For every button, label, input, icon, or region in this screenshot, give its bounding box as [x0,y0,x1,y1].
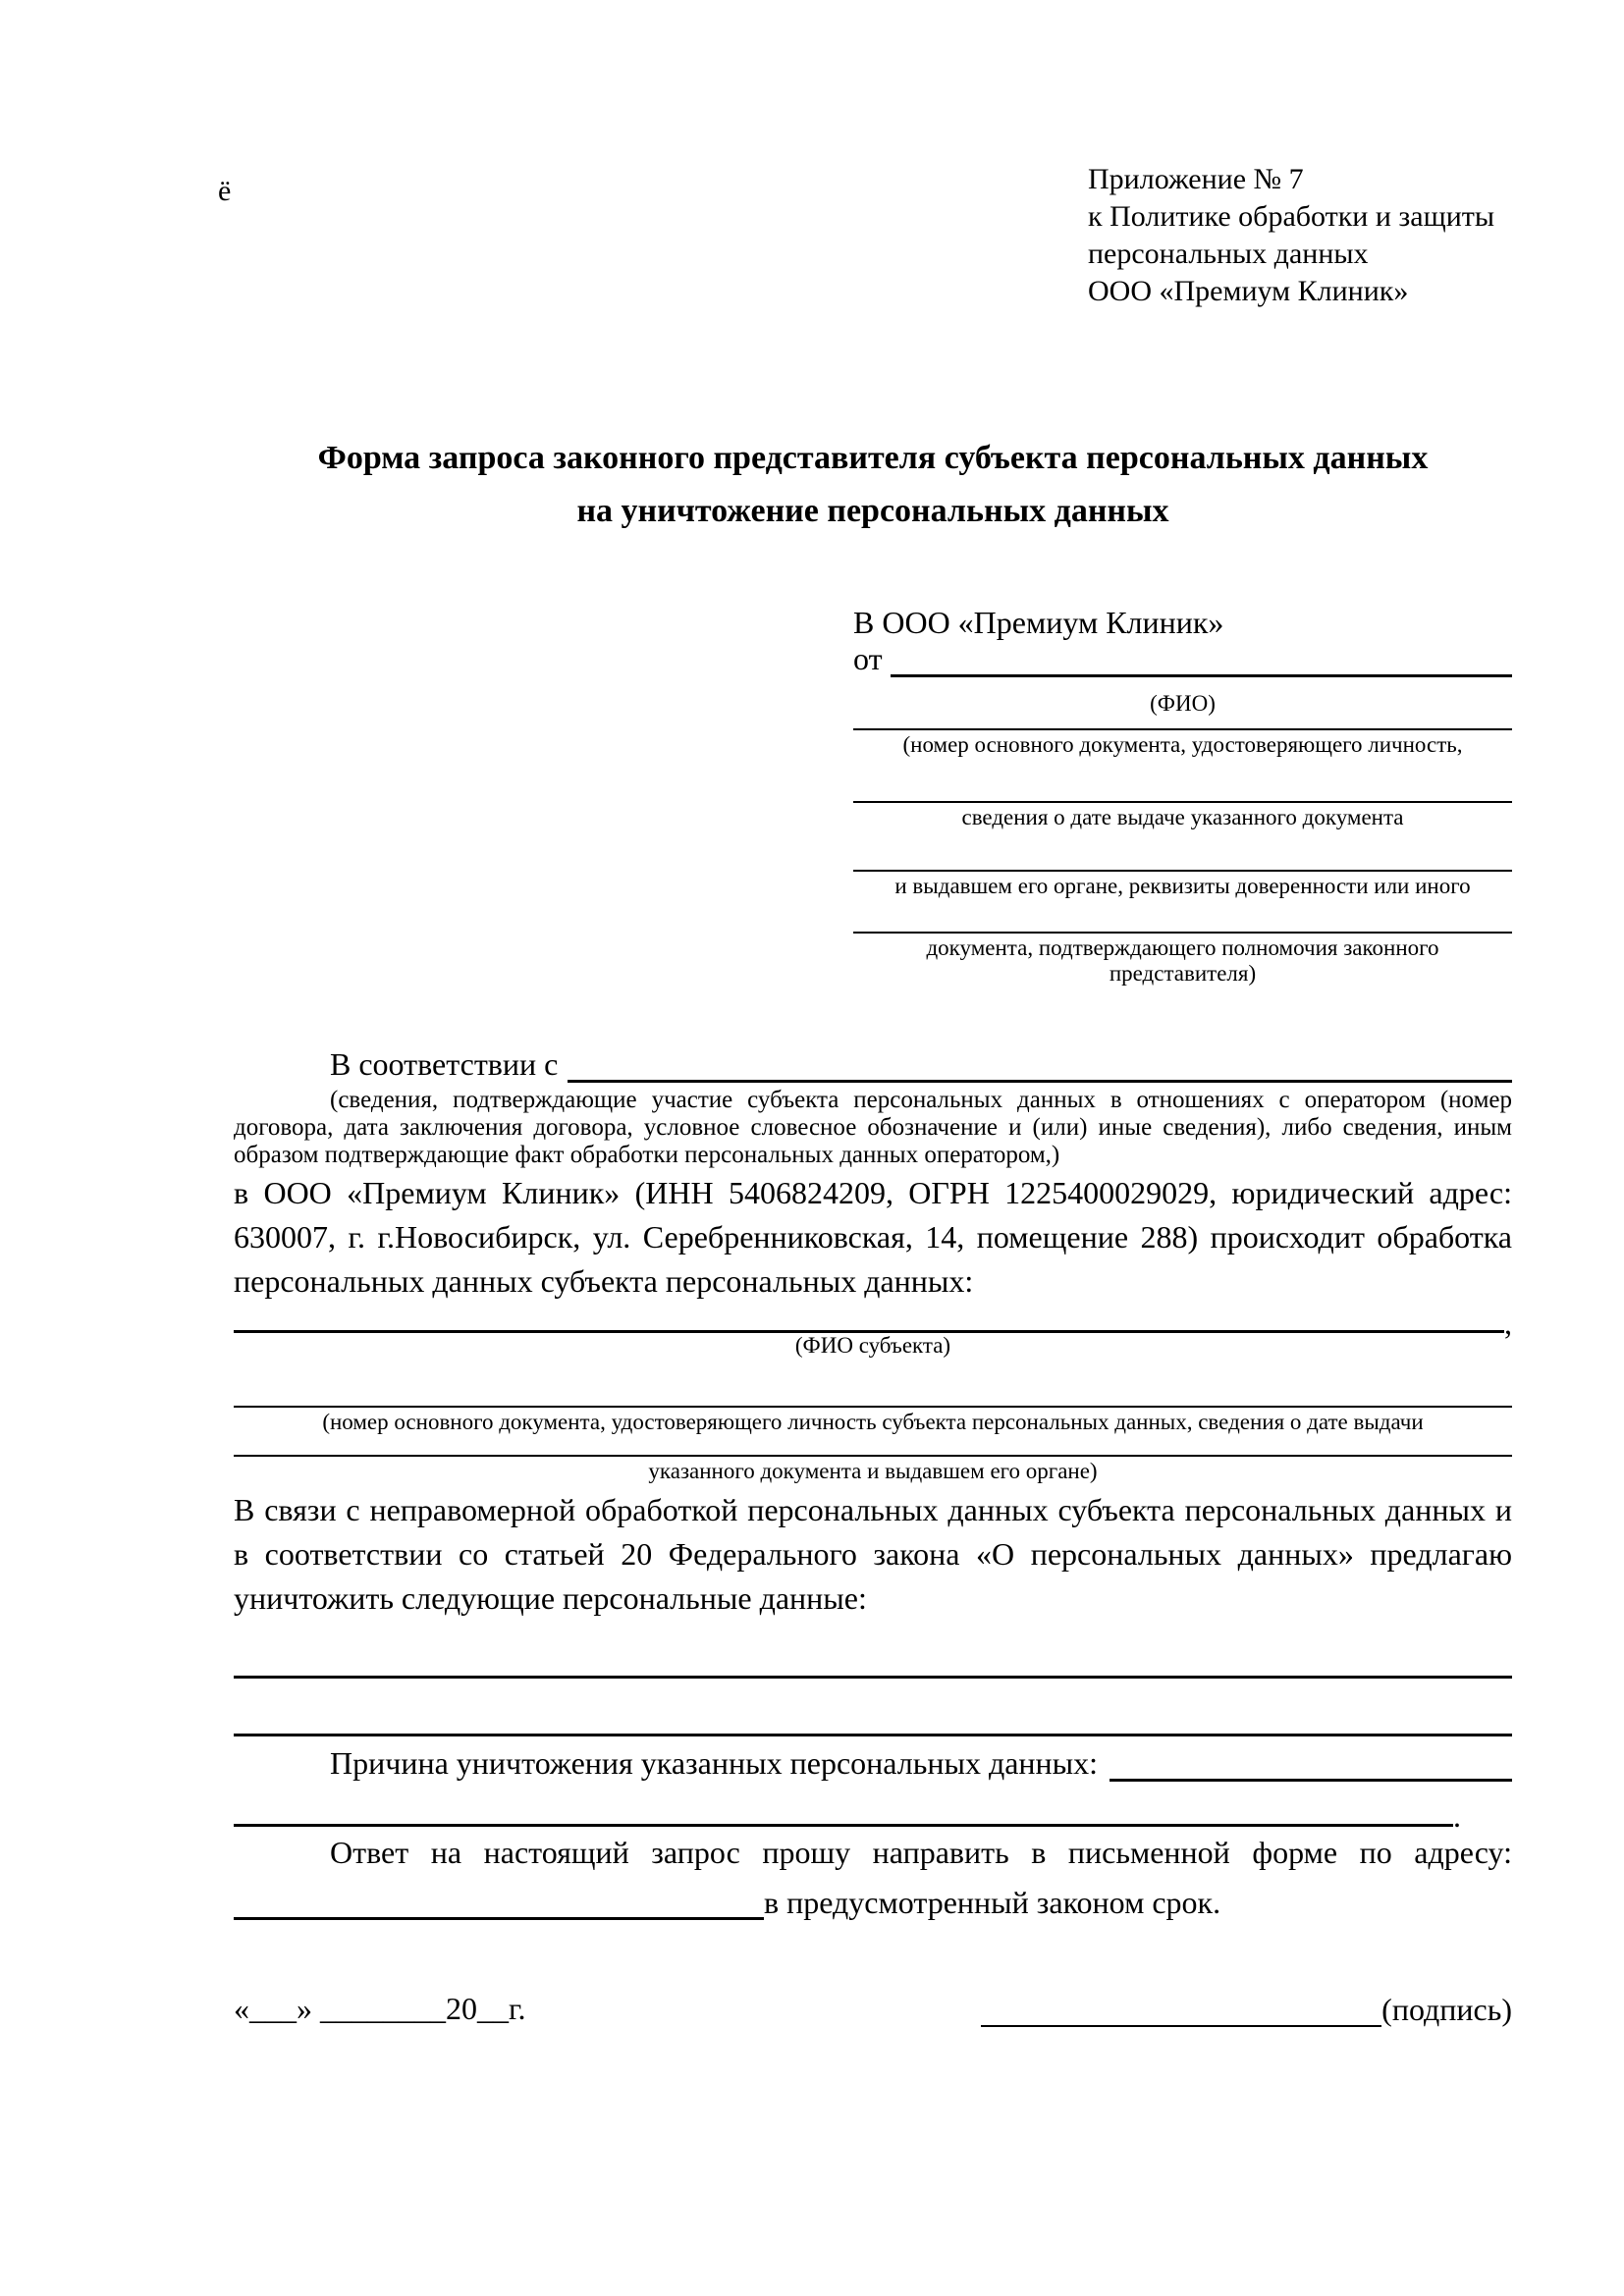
accordance-lead: В соответствии с [330,1046,559,1082]
field-caption: и выдавшем его органе, реквизиты доверенности или иного [894,874,1471,898]
appendix-header-line: к Политике обработки и защиты [1088,200,1495,233]
from-label: от [853,641,883,676]
blank-line [234,1824,1453,1827]
blank-line [234,1679,1512,1736]
field-caption: документа, подтверждающего полномочия законного представителя) [926,935,1439,986]
document-title-line1: Форма запроса законного представителя субъекта персональных данных [317,440,1429,476]
appendix-header-line: ООО «Премиум Клиник» [1088,275,1409,307]
blank-line [853,717,1512,730]
subject-fio-row [234,1306,1512,1341]
unlawful-processing-paragraph: В связи с неправомерной обработкой персональных данных субъекта персональных данных и в соответствии со статьей 20 Федерального закона «О персональных данных» предлагаю уничтожить следующие персональные данные: [234,1492,1512,1616]
answer-tail: в предусмотренный законом срок. [764,1885,1221,1920]
subject-fio-caption: (ФИО субъекта) [794,1333,951,1358]
addressee-from-row [853,642,1512,677]
field-caption: (номер основного документа, удостоверяющего личность субъекта персональных данных, сведения о дате выдачи [322,1410,1424,1434]
blank-line [853,830,1512,872]
reason-row [234,1738,1512,1782]
representative-doc-field [853,830,1512,899]
document-title-line2: на уничтожение персональных данных [576,493,1169,529]
date-blank: «___» ________20__г. [234,1991,526,2026]
blank-line [234,1435,1512,1457]
signature-caption: (подпись) [1381,1992,1512,2027]
fill-in-line [891,674,1512,677]
field-caption: (номер основного документа, удостоверяющего личность, [902,732,1463,757]
stray-character: ё [218,175,232,207]
address-blank-row [234,1875,1512,1920]
subject-doc-field [234,1435,1512,1484]
fill-in-line [234,1917,764,1920]
addressee-block [853,603,1512,987]
document-title [234,432,1512,538]
reason-label: Причина уничтожения указанных персональных данных: [330,1745,1099,1781]
reason-continuation-row [234,1782,1512,1834]
blank-line [853,899,1512,934]
blank-line [234,1359,1512,1408]
appendix-header [1088,161,1512,310]
answer-paragraph: Ответ на настоящий запрос прошу направить в письменной форме по адресу: [330,1835,1512,1870]
fill-in-line [568,1080,1512,1083]
accordance-row [234,1041,1512,1083]
representative-doc-field [853,758,1512,830]
appendix-header-line: персональных данных [1088,238,1369,270]
accordance-note: (сведения, подтверждающие участие субъекта персональных данных в отношениях с оператором (номер договора, дата заключения договора, условное словесное обозначение и (или) иные сведения), либо сведения, иным образом подтверждающие факт обработки персональных данных оператором,) [234,1087,1512,1168]
operator-paragraph: в ООО «Премиум Клиник» (ИНН 5406824209, ОГРН 1225400029029, юридический адрес: 630007, г. г.Новосибирск, ул. Серебренниковская, 14, помещение 288) происходит обработка персональных данных субъекта персональных данных: [234,1175,1512,1299]
signature-area [981,1992,1512,2027]
subject-doc-field [234,1359,1512,1435]
signature-line [981,2025,1381,2027]
appendix-header-line: Приложение № 7 [1088,163,1304,195]
fill-in-line [1110,1779,1512,1782]
blank-line [853,758,1512,803]
representative-doc-field [853,899,1512,987]
field-caption: указанного документа и выдавшем его органе) [648,1459,1098,1483]
comma: , [1504,1306,1512,1341]
field-caption: сведения о дате выдаче указанного документа [961,805,1404,829]
addressee-to: В ООО «Премиум Клиник» [853,605,1224,640]
representative-doc-field [853,717,1512,758]
fio-caption: (ФИО) [1150,691,1216,716]
period: . [1453,1798,1461,1834]
signature-row [234,1991,1512,2027]
blank-line [234,1621,1512,1679]
